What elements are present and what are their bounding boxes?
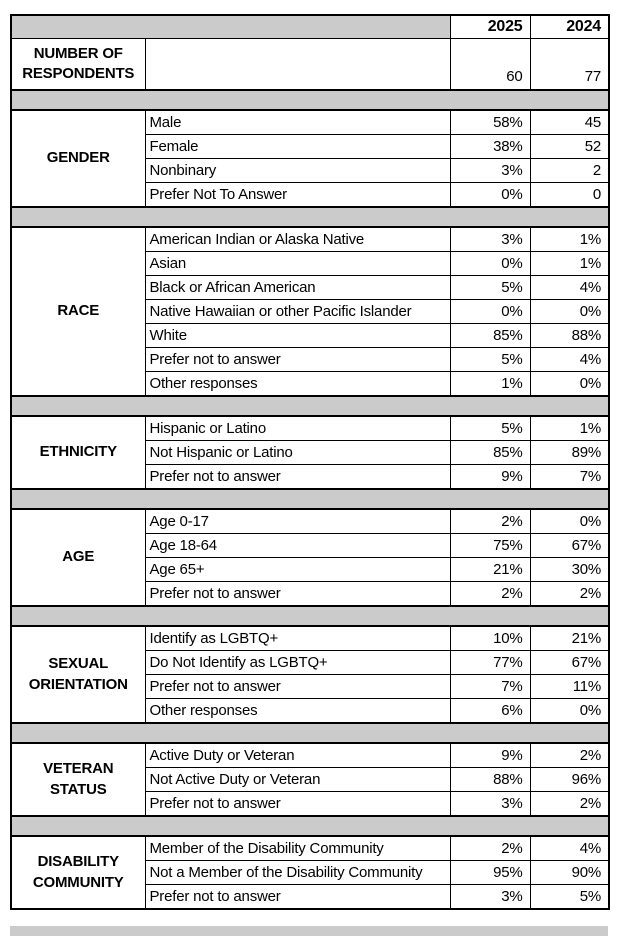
row-label: Age 0-17 xyxy=(145,509,450,534)
value-2024: 88% xyxy=(530,324,609,348)
value-2025: 3% xyxy=(450,885,530,910)
row-label: Prefer not to answer xyxy=(145,675,450,699)
row-label: Identify as LGBTQ+ xyxy=(145,626,450,651)
value-2024: 89% xyxy=(530,441,609,465)
value-2025: 9% xyxy=(450,465,530,490)
value-2025: 7% xyxy=(450,675,530,699)
category-cell: SEXUAL ORIENTATION xyxy=(11,626,145,723)
value-2024: 2% xyxy=(530,743,609,768)
value-2025: 77% xyxy=(450,651,530,675)
value-2025: 5% xyxy=(450,416,530,441)
row-label: Asian xyxy=(145,252,450,276)
row-label: American Indian or Alaska Native xyxy=(145,227,450,252)
value-2024: 67% xyxy=(530,651,609,675)
row-label: Not a Member of the Disability Community xyxy=(145,861,450,885)
value-2025: 0% xyxy=(450,252,530,276)
row-label: Prefer not to answer xyxy=(145,885,450,910)
value-2024: 4% xyxy=(530,836,609,861)
separator-row xyxy=(11,816,609,836)
value-2025: 75% xyxy=(450,534,530,558)
row-label: Age 18-64 xyxy=(145,534,450,558)
value-2024: 4% xyxy=(530,348,609,372)
value-2024: 0% xyxy=(530,300,609,324)
value-2025: 88% xyxy=(450,768,530,792)
demographics-table xyxy=(10,14,610,910)
separator-cell xyxy=(11,489,609,509)
header-year-2024: 2024 xyxy=(530,15,609,39)
row-label: Hispanic or Latino xyxy=(145,416,450,441)
respondents-empty-cell xyxy=(145,39,450,91)
value-2024: 96% xyxy=(530,768,609,792)
separator-cell xyxy=(11,723,609,743)
header-row xyxy=(11,15,609,39)
value-2025: 0% xyxy=(450,300,530,324)
separator-row xyxy=(11,489,609,509)
separator-cell xyxy=(11,90,609,110)
table-row xyxy=(11,227,609,252)
row-label: Native Hawaiian or other Pacific Islander xyxy=(145,300,450,324)
row-label: Prefer not to answer xyxy=(145,348,450,372)
row-label: Male xyxy=(145,110,450,135)
row-label: Active Duty or Veteran xyxy=(145,743,450,768)
row-label: Prefer not to answer xyxy=(145,582,450,607)
row-label: Female xyxy=(145,135,450,159)
bottom-separator-bar xyxy=(10,926,608,936)
table-row xyxy=(11,509,609,534)
category-cell: DISABILITY COMMUNITY xyxy=(11,836,145,909)
row-label: Prefer not to answer xyxy=(145,465,450,490)
row-label: Not Active Duty or Veteran xyxy=(145,768,450,792)
value-2024: 1% xyxy=(530,227,609,252)
value-2025: 5% xyxy=(450,276,530,300)
category-cell: ETHNICITY xyxy=(11,416,145,489)
row-label: Member of the Disability Community xyxy=(145,836,450,861)
row-label: Other responses xyxy=(145,699,450,724)
value-2025: 6% xyxy=(450,699,530,724)
separator-row xyxy=(11,606,609,626)
respondents-value-2025: 60 xyxy=(450,39,530,91)
value-2025: 0% xyxy=(450,183,530,208)
value-2025: 2% xyxy=(450,582,530,607)
row-label: Do Not Identify as LGBTQ+ xyxy=(145,651,450,675)
value-2025: 2% xyxy=(450,836,530,861)
row-label: Nonbinary xyxy=(145,159,450,183)
category-cell: AGE xyxy=(11,509,145,606)
respondents-label: NUMBER OF RESPONDENTS xyxy=(11,39,145,91)
value-2024: 7% xyxy=(530,465,609,490)
row-label: Other responses xyxy=(145,372,450,397)
separator-row xyxy=(11,396,609,416)
value-2024: 1% xyxy=(530,416,609,441)
row-label: Not Hispanic or Latino xyxy=(145,441,450,465)
respondents-row xyxy=(11,39,609,91)
table-body xyxy=(11,15,609,909)
row-label: Black or African American xyxy=(145,276,450,300)
value-2024: 45 xyxy=(530,110,609,135)
table-row xyxy=(11,110,609,135)
table-row xyxy=(11,743,609,768)
category-cell: VETERAN STATUS xyxy=(11,743,145,816)
value-2024: 52 xyxy=(530,135,609,159)
value-2024: 1% xyxy=(530,252,609,276)
separator-cell xyxy=(11,207,609,227)
value-2025: 2% xyxy=(450,509,530,534)
separator-row xyxy=(11,207,609,227)
value-2024: 21% xyxy=(530,626,609,651)
separator-cell xyxy=(11,816,609,836)
table-row xyxy=(11,626,609,651)
value-2025: 58% xyxy=(450,110,530,135)
value-2025: 3% xyxy=(450,159,530,183)
table-row xyxy=(11,416,609,441)
value-2025: 3% xyxy=(450,792,530,817)
value-2024: 5% xyxy=(530,885,609,910)
value-2024: 2% xyxy=(530,582,609,607)
separator-row xyxy=(11,90,609,110)
value-2025: 38% xyxy=(450,135,530,159)
value-2024: 0% xyxy=(530,372,609,397)
table-row xyxy=(11,836,609,861)
header-year-2025: 2025 xyxy=(450,15,530,39)
category-cell: GENDER xyxy=(11,110,145,207)
value-2024: 30% xyxy=(530,558,609,582)
value-2024: 2% xyxy=(530,792,609,817)
category-cell: RACE xyxy=(11,227,145,396)
row-label: Prefer Not To Answer xyxy=(145,183,450,208)
separator-row xyxy=(11,723,609,743)
value-2024: 0% xyxy=(530,509,609,534)
value-2024: 4% xyxy=(530,276,609,300)
value-2025: 21% xyxy=(450,558,530,582)
value-2024: 0% xyxy=(530,699,609,724)
value-2024: 0 xyxy=(530,183,609,208)
value-2024: 90% xyxy=(530,861,609,885)
row-label: Prefer not to answer xyxy=(145,792,450,817)
value-2025: 9% xyxy=(450,743,530,768)
row-label: White xyxy=(145,324,450,348)
value-2025: 85% xyxy=(450,441,530,465)
value-2025: 95% xyxy=(450,861,530,885)
value-2025: 5% xyxy=(450,348,530,372)
value-2025: 10% xyxy=(450,626,530,651)
value-2025: 85% xyxy=(450,324,530,348)
value-2024: 11% xyxy=(530,675,609,699)
separator-cell xyxy=(11,606,609,626)
respondents-value-2024: 77 xyxy=(530,39,609,91)
header-blank-cell xyxy=(11,15,450,39)
value-2024: 67% xyxy=(530,534,609,558)
value-2024: 2 xyxy=(530,159,609,183)
separator-cell xyxy=(11,396,609,416)
value-2025: 1% xyxy=(450,372,530,397)
value-2025: 3% xyxy=(450,227,530,252)
row-label: Age 65+ xyxy=(145,558,450,582)
